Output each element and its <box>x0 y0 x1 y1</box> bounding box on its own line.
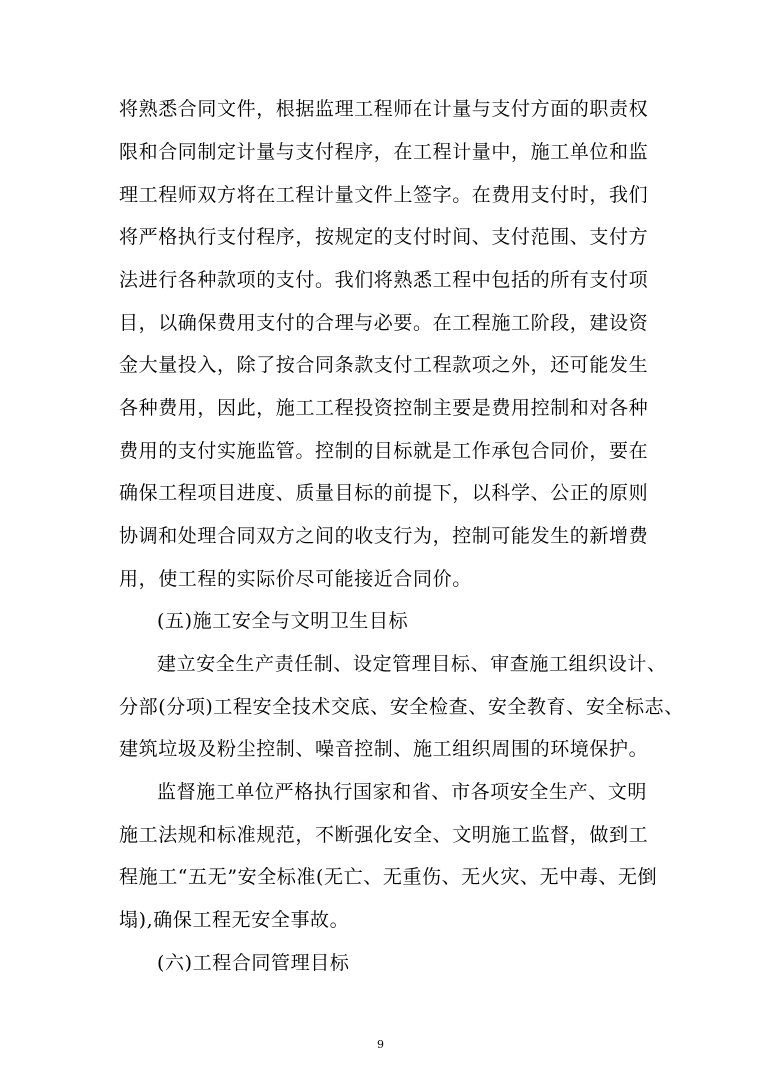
text-line: 法进行各种款项的支付。我们将熟悉工程中包括的所有支付项 <box>119 269 649 291</box>
text-line: 监督施工单位严格执行国家和省、市各项安全生产、文明 <box>157 781 648 803</box>
text-line: 塌),确保工程无安全事故。 <box>119 909 350 931</box>
text-line: 金大量投入，除了按合同条款支付工程款项之外，还可能发生 <box>119 354 649 376</box>
text-line: 目，以确保费用支付的合理与必要。在工程施工阶段，建设资 <box>119 312 649 334</box>
text-line: 程施工“五无”安全标准(无亡、无重伤、无火灾、无中毒、无倒 <box>119 866 658 888</box>
text-line: 费用的支付实施监管。控制的目标就是工作承包合同价，要在 <box>119 440 649 462</box>
section-heading: (六)工程合同管理目标 <box>157 952 350 974</box>
text-line: 分部(分项)工程安全技术交底、安全检查、安全教育、安全标志、 <box>119 696 684 718</box>
text-line: 协调和处理合同双方之间的收支行为，控制可能发生的新增费 <box>119 525 649 547</box>
text-line: 将严格执行支付程序，按规定的支付时间、支付范围、支付方 <box>119 226 649 248</box>
text-line: 建立安全生产责任制、设定管理目标、审查施工组织设计、 <box>157 653 667 675</box>
text-line: 各种费用，因此，施工工程投资控制主要是费用控制和对各种 <box>119 397 649 419</box>
page-number: 9 <box>377 1038 384 1051</box>
text-line: 施工法规和标准规范，不断强化安全、文明施工监督，做到工 <box>119 824 649 846</box>
text-line: 建筑垃圾及粉尘控制、噪音控制、施工组织周围的环境保护。 <box>119 738 649 760</box>
text-line: 理工程师双方将在工程计量文件上签字。在费用支付时，我们 <box>119 184 649 206</box>
text-line: 用，使工程的实际价尽可能接近合同价。 <box>119 568 472 590</box>
section-heading: (五)施工安全与文明卫生目标 <box>157 610 409 632</box>
text-line: 限和合同制定计量与支付程序，在工程计量中，施工单位和监 <box>119 141 649 163</box>
text-line: 确保工程项目进度、质量目标的前提下，以科学、公正的原则 <box>119 482 649 504</box>
text-line: 将熟悉合同文件，根据监理工程师在计量与支付方面的职责权 <box>119 98 649 120</box>
